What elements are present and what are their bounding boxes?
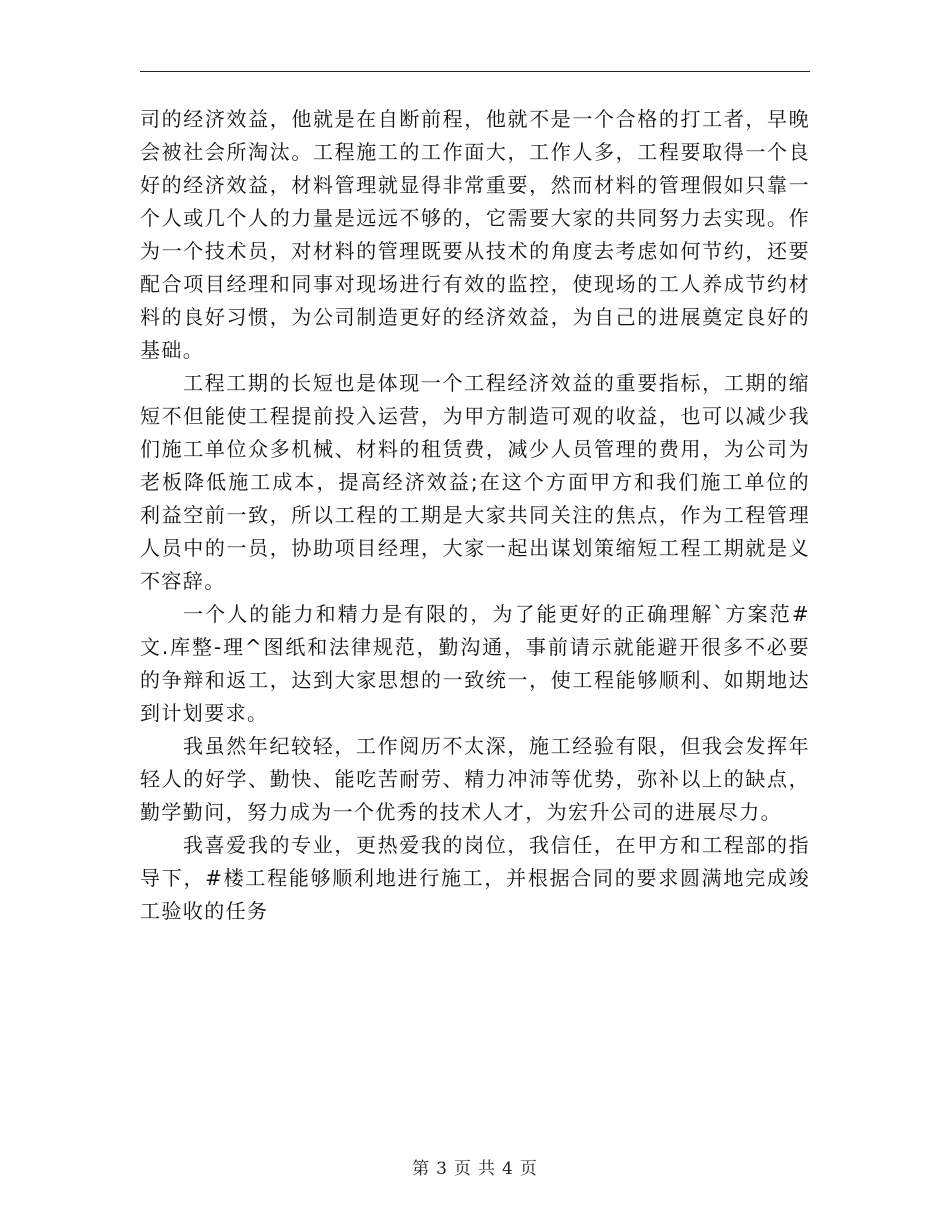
footer-total-label: 共 xyxy=(478,1159,496,1179)
paragraph-3: 一个人的能力和精力是有限的，为了能更好的正确理解`方案范#文.库整-理^图纸和法律规范，勤沟通，事前请示就能避开很多不必要的争辩和返工，达到大家思想的一致统一，使工程能够顺利、如期地达到计划要求。 xyxy=(140,602,810,725)
footer-current-page: 3 xyxy=(436,1159,448,1179)
footer-prefix: 第 xyxy=(412,1159,431,1179)
paragraph-2: 工程工期的长短也是体现一个工程经济效益的重要指标，工期的缩短不但能使工程提前投入运营，为甲方制造可观的收益，也可以减少我们施工单位众多机械、材料的租赁费，减少人员管理的费用，为公司为老板降低施工成本，提高经济效益;在这个方面甲方和我们施工单位的利益空前一致，所以工程的工期是大家共同关注的焦点，作为工程管理人员中的一员，协助项目经理，大家一起出谋划策缩短工程工期就是义不容辞。 xyxy=(140,371,810,593)
paragraph-4: 我虽然年纪较轻，工作阅历不太深，施工经验有限，但我会发挥年轻人的好学、勤快、能吃苦耐劳、精力冲沛等优势，弥补以上的缺点，勤学勤问，努力成为一个优秀的技术人才，为宏升公司的进展尽力。 xyxy=(140,734,810,824)
paragraph-5: 我喜爱我的专业，更热爱我的岗位，我信任，在甲方和工程部的指导下，#楼工程能够顺利地进行施工，并根据合同的要求圆满地完成竣工验收的任务 xyxy=(140,833,810,923)
footer-page-end-label: 页 xyxy=(519,1159,538,1179)
header-rule xyxy=(140,71,810,72)
footer-page-label: 页 xyxy=(454,1159,472,1179)
footer-total-pages: 4 xyxy=(502,1159,514,1179)
paragraph-1: 司的经济效益，他就是在自断前程，他就不是一个合格的打工者，早晚会被社会所淘汰。工程施工的工作面大，工作人多，工程要取得一个良好的经济效益，材料管理就显得非常重要，然而材料的管理假如只靠一个人或几个人的力量是远远不够的，它需要大家的共同努力去实现。作为一个技术员，对材料的管理既要从技术的角度去考虑如何节约，还要配合项目经理和同事对现场进行有效的监控，使现场的工人养成节约材料的良好习惯，为公司制造更好的经济效益，为自己的进展奠定良好的基础。 xyxy=(140,107,810,362)
document-body xyxy=(140,103,810,928)
page-footer xyxy=(0,1154,950,1179)
